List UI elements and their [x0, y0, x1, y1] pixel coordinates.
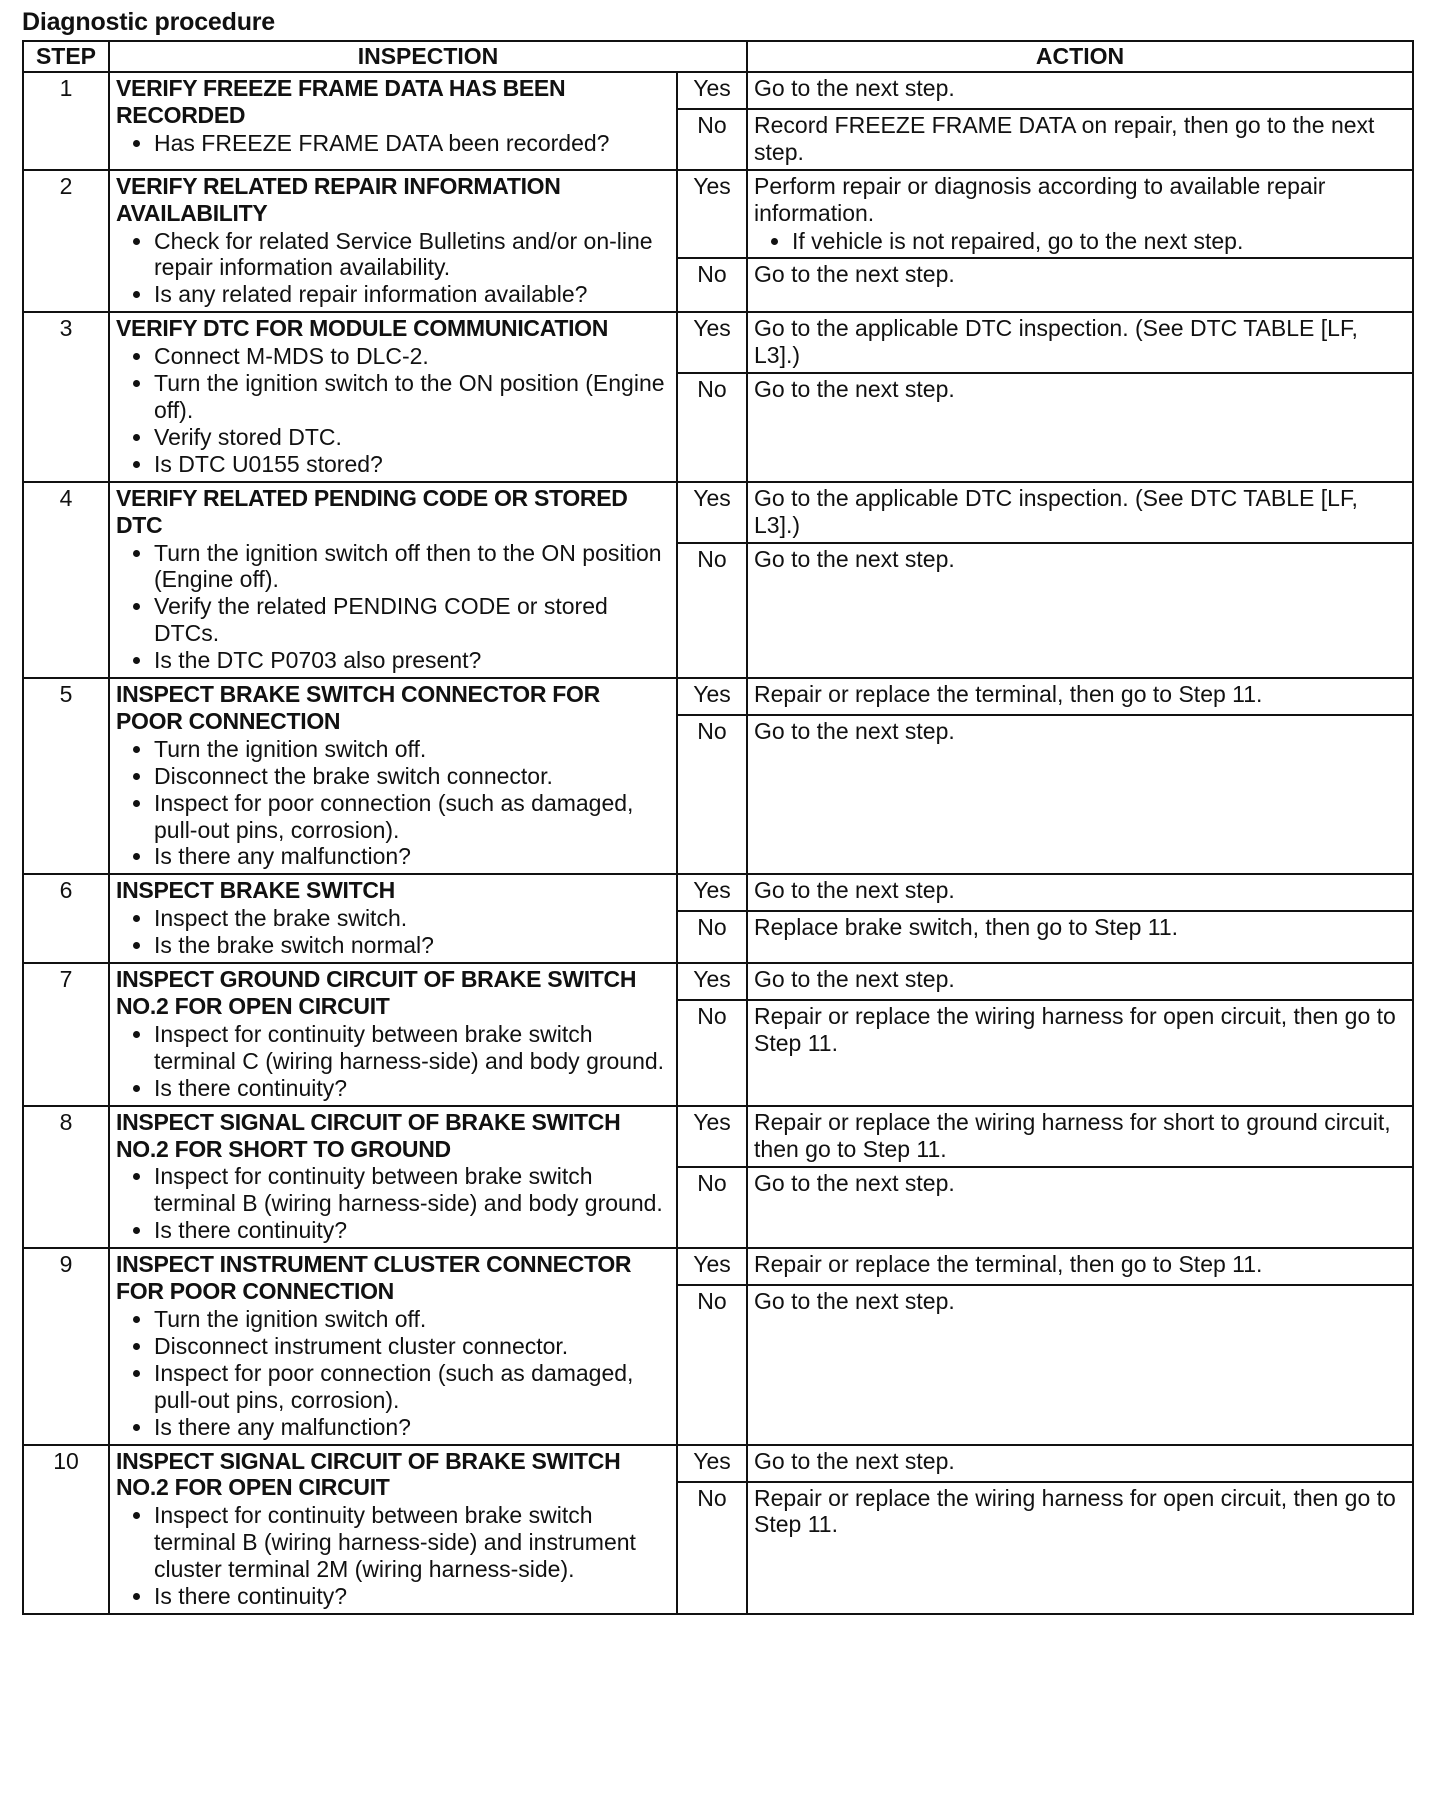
inspection-bullets	[116, 130, 670, 157]
table-row	[23, 1248, 1413, 1285]
diagnostic-table	[22, 40, 1414, 1615]
inspection-title: INSPECT SIGNAL CIRCUIT OF BRAKE SWITCH NO.2 FOR SHORT TO GROUND	[116, 1108, 621, 1162]
inspection-cell	[109, 874, 677, 963]
no-action: Go to the next step.	[747, 258, 1413, 312]
no-label: No	[677, 1482, 747, 1614]
inspection-title: VERIFY FREEZE FRAME DATA HAS BEEN RECORDED	[116, 74, 566, 128]
no-action: Replace brake switch, then go to Step 11.	[747, 911, 1413, 963]
step-number: 4	[23, 482, 109, 678]
inspection-bullet: • Is there continuity?	[154, 1075, 670, 1102]
inspection-cell	[109, 963, 677, 1106]
inspection-bullets	[116, 1021, 670, 1102]
inspection-bullets	[116, 1502, 670, 1610]
inspection-cell	[109, 678, 677, 874]
inspection-bullet: • Is there continuity?	[154, 1583, 670, 1610]
inspection-bullet: • Inspect for poor connection (such as damaged, pull-out pins, corrosion).	[154, 790, 670, 844]
no-action: Go to the next step.	[747, 373, 1413, 481]
inspection-bullets	[116, 1163, 670, 1244]
no-action: Go to the next step.	[747, 1167, 1413, 1249]
inspection-cell	[109, 482, 677, 678]
inspection-header: INSPECTION	[109, 41, 747, 72]
no-label: No	[677, 258, 747, 312]
action-header: ACTION	[747, 41, 1413, 72]
step-number: 1	[23, 72, 109, 170]
inspection-title: INSPECT INSTRUMENT CLUSTER CONNECTOR FOR POOR CONNECTION	[116, 1251, 632, 1305]
no-label: No	[677, 1285, 747, 1444]
yes-action-cell	[747, 678, 1413, 715]
yes-action-cell	[747, 72, 1413, 109]
inspection-bullets	[116, 343, 670, 478]
no-label: No	[677, 1167, 747, 1249]
no-label: No	[677, 715, 747, 874]
inspection-bullets	[116, 540, 670, 675]
no-action: Record FREEZE FRAME DATA on repair, then go to the next step.	[747, 109, 1413, 170]
header-row	[23, 41, 1413, 72]
yes-action: Go to the next step.	[754, 74, 955, 101]
table-row	[23, 482, 1413, 543]
inspection-bullet: • Inspect for poor connection (such as damaged, pull-out pins, corrosion).	[154, 1360, 670, 1414]
yes-action-cell	[747, 1106, 1413, 1167]
no-label: No	[677, 109, 747, 170]
inspection-cell	[109, 170, 677, 313]
yes-action: Repair or replace the terminal, then go to Step 11.	[754, 1251, 1263, 1278]
inspection-bullet: • Is the brake switch normal?	[154, 932, 670, 959]
no-action: Go to the next step.	[747, 715, 1413, 874]
inspection-bullets	[116, 736, 670, 871]
inspection-cell	[109, 1106, 677, 1249]
yes-label: Yes	[677, 170, 747, 259]
inspection-title: VERIFY RELATED REPAIR INFORMATION AVAILABILITY	[116, 172, 561, 226]
yes-label: Yes	[677, 1248, 747, 1285]
yes-label: Yes	[677, 963, 747, 1000]
yes-label: Yes	[677, 312, 747, 373]
inspection-bullet: • Inspect for continuity between brake switch terminal B (wiring harness-side) and instrument cluster terminal 2M (wiring harness-side).	[154, 1502, 670, 1583]
yes-action: Perform repair or diagnosis according to available repair information.	[754, 172, 1326, 226]
table-row	[23, 963, 1413, 1000]
inspection-bullet: • Turn the ignition switch to the ON position (Engine off).	[154, 370, 670, 424]
yes-action: Go to the applicable DTC inspection. (See DTC TABLE [LF, L3].)	[754, 315, 1358, 369]
inspection-bullet: • Turn the ignition switch off then to the ON position (Engine off).	[154, 540, 670, 594]
inspection-bullet: • Inspect the brake switch.	[154, 905, 670, 932]
yes-label: Yes	[677, 72, 747, 109]
inspection-bullet: • Verify the related PENDING CODE or stored DTCs.	[154, 593, 670, 647]
table-row	[23, 312, 1413, 373]
yes-action: Go to the next step.	[754, 1447, 955, 1474]
table-body	[23, 72, 1413, 1614]
step-number: 5	[23, 678, 109, 874]
yes-label: Yes	[677, 678, 747, 715]
inspection-bullet: • Check for related Service Bulletins and/or on-line repair information availability.	[154, 228, 670, 282]
inspection-bullet: • Is any related repair information available?	[154, 281, 670, 308]
inspection-cell	[109, 1445, 677, 1614]
yes-action-cell	[747, 170, 1413, 259]
inspection-bullet: • Disconnect the brake switch connector.	[154, 763, 670, 790]
page-title: Diagnostic procedure	[22, 8, 275, 36]
inspection-bullet: • Is there continuity?	[154, 1217, 670, 1244]
inspection-title: VERIFY DTC FOR MODULE COMMUNICATION	[116, 315, 609, 342]
yes-action: Go to the next step.	[754, 966, 955, 993]
inspection-bullets	[116, 228, 670, 309]
step-number: 2	[23, 170, 109, 313]
step-number: 7	[23, 963, 109, 1106]
yes-action-bullets	[754, 228, 1406, 255]
yes-label: Yes	[677, 482, 747, 543]
no-label: No	[677, 373, 747, 481]
yes-action-cell	[747, 1248, 1413, 1285]
no-label: No	[677, 543, 747, 678]
inspection-cell	[109, 1248, 677, 1444]
inspection-bullet: • Verify stored DTC.	[154, 424, 670, 451]
step-number: 8	[23, 1106, 109, 1249]
inspection-bullet: • Is the DTC P0703 also present?	[154, 647, 670, 674]
no-action: Go to the next step.	[747, 543, 1413, 678]
inspection-bullet: • Has FREEZE FRAME DATA been recorded?	[154, 130, 670, 157]
no-action: Go to the next step.	[747, 1285, 1413, 1444]
yes-action-bullet: • If vehicle is not repaired, go to the next step.	[792, 228, 1406, 255]
inspection-bullet: • Connect M-MDS to DLC-2.	[154, 343, 670, 370]
table-row	[23, 1445, 1413, 1482]
yes-action-cell	[747, 874, 1413, 911]
no-label: No	[677, 1000, 747, 1106]
table-row	[23, 170, 1413, 259]
yes-action-cell	[747, 963, 1413, 1000]
step-number: 6	[23, 874, 109, 963]
inspection-title: VERIFY RELATED PENDING CODE OR STORED DTC	[116, 484, 628, 538]
yes-action: Repair or replace the wiring harness for short to ground circuit, then go to Step 11.	[754, 1108, 1391, 1162]
yes-action-cell	[747, 482, 1413, 543]
inspection-bullet: • Inspect for continuity between brake switch terminal B (wiring harness-side) and body ground.	[154, 1163, 670, 1217]
yes-label: Yes	[677, 1445, 747, 1482]
yes-action: Go to the next step.	[754, 877, 955, 904]
step-header: STEP	[23, 41, 109, 72]
inspection-bullet: • Turn the ignition switch off.	[154, 736, 670, 763]
yes-action-cell	[747, 1445, 1413, 1482]
step-number: 9	[23, 1248, 109, 1444]
yes-label: Yes	[677, 874, 747, 911]
yes-action: Go to the applicable DTC inspection. (See DTC TABLE [LF, L3].)	[754, 484, 1358, 538]
no-action: Repair or replace the wiring harness for open circuit, then go to Step 11.	[747, 1482, 1413, 1614]
inspection-bullet: • Is there any malfunction?	[154, 843, 670, 870]
table-row	[23, 874, 1413, 911]
yes-label: Yes	[677, 1106, 747, 1167]
no-action: Repair or replace the wiring harness for open circuit, then go to Step 11.	[747, 1000, 1413, 1106]
yes-action: Repair or replace the terminal, then go to Step 11.	[754, 681, 1263, 708]
inspection-bullet: • Turn the ignition switch off.	[154, 1306, 670, 1333]
inspection-title: INSPECT BRAKE SWITCH	[116, 877, 395, 904]
table-row	[23, 1106, 1413, 1167]
inspection-bullets	[116, 905, 670, 959]
inspection-bullet: • Inspect for continuity between brake switch terminal C (wiring harness-side) and body ground.	[154, 1021, 670, 1075]
inspection-cell	[109, 72, 677, 170]
step-number: 10	[23, 1445, 109, 1614]
inspection-bullet: • Is DTC U0155 stored?	[154, 451, 670, 478]
inspection-title: INSPECT BRAKE SWITCH CONNECTOR FOR POOR CONNECTION	[116, 681, 600, 734]
inspection-bullet: • Disconnect instrument cluster connector.	[154, 1333, 670, 1360]
table-row	[23, 678, 1413, 715]
inspection-title: INSPECT GROUND CIRCUIT OF BRAKE SWITCH NO.2 FOR OPEN CIRCUIT	[116, 966, 637, 1019]
no-label: No	[677, 911, 747, 963]
step-number: 3	[23, 312, 109, 481]
inspection-title: INSPECT SIGNAL CIRCUIT OF BRAKE SWITCH NO.2 FOR OPEN CIRCUIT	[116, 1447, 621, 1501]
inspection-bullets	[116, 1306, 670, 1441]
yes-action-cell	[747, 312, 1413, 373]
inspection-cell	[109, 312, 677, 481]
table-row	[23, 72, 1413, 109]
inspection-bullet: • Is there any malfunction?	[154, 1414, 670, 1441]
